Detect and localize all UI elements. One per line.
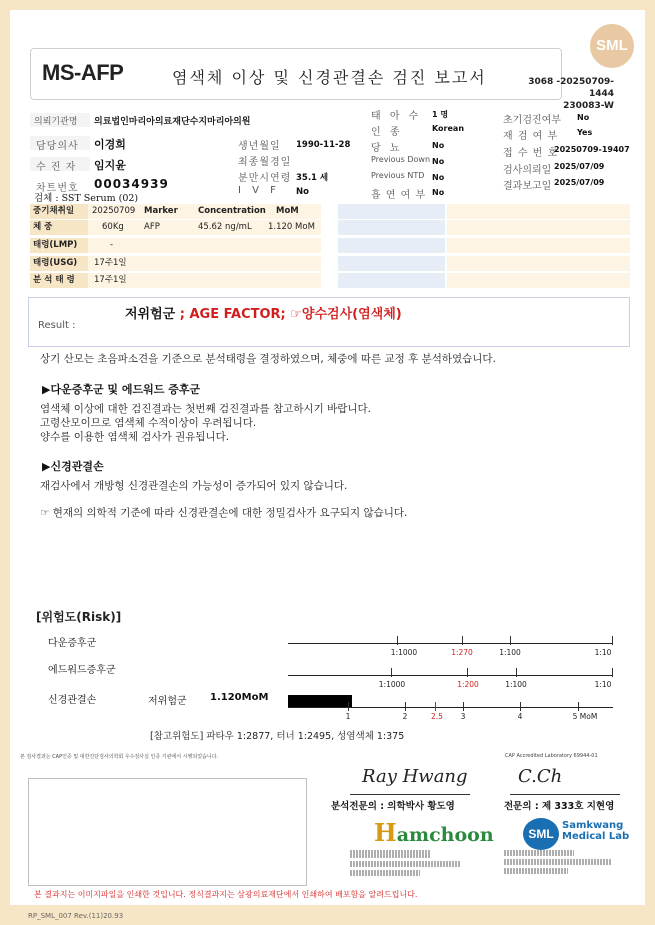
blank-cell xyxy=(338,220,445,235)
sml-lab-logo-icon: SML xyxy=(523,818,559,850)
cap-note: 본 검사결과는 CAP인증 및 대한진단검사의학회 우수검사실 인증 기관에서 시행되었습니다. xyxy=(20,754,219,760)
report-date-label: 결과보고일 xyxy=(503,181,552,192)
sml-logo-icon: SML xyxy=(588,22,636,70)
institution-label: 의뢰기관명 xyxy=(34,117,78,127)
measure-value: 60Kg xyxy=(102,222,124,232)
edwards-tick xyxy=(612,668,613,677)
ntd-tick xyxy=(405,702,406,711)
ntd-risk-text: 저위험군 xyxy=(148,696,187,707)
receipt-label: 접 수 번 호 xyxy=(503,148,559,159)
institution-value: 의료법인마리아의료재단수지마리아의원 xyxy=(94,117,251,127)
request-date-value: 2025/07/09 xyxy=(554,162,605,171)
measure-label: 체 중 xyxy=(30,220,88,235)
down-risk-label: 다운증후군 xyxy=(48,638,97,649)
sml-lab-name xyxy=(562,820,629,842)
comment-box xyxy=(28,778,307,886)
ntd-tick xyxy=(578,702,579,711)
ntd-line1: 재검사에서 개방형 신경관결손의 가능성이 증가되어 있지 않습니다. xyxy=(40,480,348,492)
ntd-tick xyxy=(463,702,464,711)
ntd-tick-label: 2 xyxy=(402,712,408,721)
reference-risk: [참고위험도] 파타우 1:2877, 터너 1:2495, 성염색체 1:375 xyxy=(150,731,405,742)
down-tick-label: 1:100 xyxy=(499,648,521,657)
edwards-tick-label: 1:200 xyxy=(457,680,479,689)
marker-name: AFP xyxy=(144,222,160,232)
fetus-value: 1 명 xyxy=(432,110,449,119)
examinee-label: 수 진 자 xyxy=(36,162,77,173)
down-heading: ▶다운증후군 및 에드워드 증후군 xyxy=(42,383,201,396)
first-test-value: No xyxy=(577,113,590,122)
ntd-line2: ☞ 현재의 의학적 기준에 따라 신경관결손에 대한 정밀검사가 요구되지 않습니다. xyxy=(40,507,408,519)
measure-value: 20250709 xyxy=(92,206,136,216)
specialist-label: 전문의 : 제 333호 지현영 xyxy=(504,801,615,812)
doctor-label: 담당의사 xyxy=(36,141,79,152)
edwards-tick-label: 1:100 xyxy=(505,680,527,689)
specialist-signature: C.Ch xyxy=(518,766,563,787)
form-code: RP_SML_007 Rev.(11)20.93 xyxy=(28,912,124,920)
hamchoon-logo xyxy=(374,818,494,847)
ntd-axis xyxy=(288,707,613,708)
down-tick-label: 1:1000 xyxy=(390,648,418,657)
measure-row-bg xyxy=(88,238,321,253)
race-value: Korean xyxy=(432,124,465,133)
marker-header: Marker xyxy=(144,206,178,216)
request-date-label: 검사의뢰일 xyxy=(503,165,552,176)
intro-text: 상기 산모는 초음파소견을 기준으로 분석태령을 결정하였으며, 체중에 따른 교정 후 분석하였습니다. xyxy=(40,353,496,365)
diabetes-label: 당 뇨 xyxy=(371,143,403,154)
prev-ntd-label: Previous NTD xyxy=(371,171,425,180)
result-label: Result : xyxy=(38,320,76,331)
down-axis xyxy=(288,643,613,644)
down-line2: 고령산모이므로 염색체 수적이상이 우려됩니다. xyxy=(40,417,257,429)
marker-concentration: 45.62 ng/mL xyxy=(198,222,252,232)
specialist-signature-line xyxy=(510,794,620,795)
edwards-risk-label: 에드워드증후군 xyxy=(48,665,116,676)
mom-header: MoM xyxy=(276,206,299,216)
receipt-value: 20250709-19407 xyxy=(554,145,630,154)
hamchoon-logo-h: H xyxy=(374,818,397,847)
age-value: 35.1 세 xyxy=(296,173,329,183)
dob-label: 생년월일 xyxy=(238,141,281,152)
risk-title: [위험도(Risk)] xyxy=(36,610,122,624)
ntd-mom-text: 1.120MoM xyxy=(210,692,269,703)
lmp-label: 최종월경일 xyxy=(238,157,292,168)
report-code xyxy=(518,76,614,112)
analyst-signature: Ray Hwang xyxy=(362,766,468,787)
sml-address xyxy=(504,850,619,874)
ivf-value: No xyxy=(296,187,309,197)
analyst-label: 분석전문의 : 의학박사 황도영 xyxy=(331,801,455,812)
blank-cell xyxy=(447,204,630,219)
report-title: 염색체 이상 및 신경관결손 검진 보고서 xyxy=(172,68,487,87)
first-test-label: 초기검진여부 xyxy=(503,115,561,126)
measure-label: 분 석 태 령 xyxy=(30,273,88,288)
sml-lab-name-line2: Medical Lab xyxy=(562,831,630,842)
down-tick xyxy=(510,636,511,645)
down-tick-label: 1:10 xyxy=(594,648,612,657)
report-code-line2: 230083-W xyxy=(563,101,614,111)
sml-lab-name-line1: Samkwang xyxy=(562,820,624,831)
examinee-value: 임지윤 xyxy=(94,159,126,172)
prev-down-value: No xyxy=(432,157,445,166)
ntd-tick xyxy=(435,702,436,711)
blank-cell xyxy=(447,220,630,235)
blank-cell xyxy=(338,273,445,288)
down-tick-label: 1:270 xyxy=(451,648,473,657)
ntd-tick-label: 1 xyxy=(345,712,351,721)
dob-value: 1990-11-28 xyxy=(296,140,351,150)
report-date-value: 2025/07/09 xyxy=(554,178,605,187)
blank-cell xyxy=(447,238,630,253)
edwards-tick-label: 1:1000 xyxy=(378,680,406,689)
cap-accredited: CAP Accredited Laboratory 69944-01 xyxy=(505,753,598,759)
concentration-header: Concentration xyxy=(198,206,266,216)
ivf-label: I V F xyxy=(238,185,280,196)
blank-cell xyxy=(338,238,445,253)
footer-notice: 본 결과지는 이미지파일을 인쇄한 것입니다. 정식결과지는 삼광의료재단에서 인쇄하여 배포함을 알려드립니다. xyxy=(34,890,418,899)
measure-value: 17주1일 xyxy=(94,275,127,285)
chart-value: 00034939 xyxy=(94,177,169,191)
doctor-value: 이경희 xyxy=(94,138,126,151)
down-line3: 양수를 이용한 염색체 검사가 권유됩니다. xyxy=(40,431,230,443)
retest-value: Yes xyxy=(577,128,593,137)
result-text xyxy=(125,303,402,322)
measure-label: 중기채취일 xyxy=(30,204,88,219)
blank-cell xyxy=(447,273,630,288)
ntd-tick-label: 4 xyxy=(517,712,523,721)
ntd-mom-bar xyxy=(288,695,352,707)
ntd-tick xyxy=(348,702,349,711)
smoking-value: No xyxy=(432,188,445,197)
down-tick xyxy=(462,636,463,645)
down-line1: 염색체 이상에 대한 검진결과는 첫번째 검진결과를 참고하시기 바랍니다. xyxy=(40,403,371,415)
result-prefix: 저위험군 xyxy=(125,307,176,322)
smoking-label: 흡 연 여 부 xyxy=(371,190,427,201)
retest-label: 재 검 여 부 xyxy=(503,131,559,142)
edwards-tick-label: 1:10 xyxy=(594,680,612,689)
hamchoon-logo-text: amchoon xyxy=(396,824,494,846)
measure-value: - xyxy=(110,240,114,250)
fetus-label: 태 아 수 xyxy=(371,111,422,122)
ntd-heading: ▶신경관결손 xyxy=(42,460,104,473)
age-label: 분만시연령 xyxy=(238,173,292,184)
measure-value: 17주1일 xyxy=(94,258,127,268)
chart-label: 차트번호 xyxy=(36,183,79,194)
down-tick xyxy=(612,636,613,645)
report-code-line1: 3068 -20250709-1444 xyxy=(528,77,614,99)
prev-ntd-value: No xyxy=(432,173,445,182)
blank-cell xyxy=(338,204,445,219)
edwards-tick xyxy=(516,668,517,677)
ntd-tick xyxy=(520,702,521,711)
analyst-signature-line xyxy=(350,794,470,795)
ntd-tick-label: 5 MoM xyxy=(572,712,598,721)
diabetes-value: No xyxy=(432,141,445,150)
down-tick xyxy=(397,636,398,645)
ntd-risk-label: 신경관결손 xyxy=(48,695,97,706)
test-name: MS-AFP xyxy=(42,60,124,85)
measure-label: 태령(USG) xyxy=(30,256,88,271)
marker-mom: 1.120 MoM xyxy=(268,222,315,232)
race-label: 인 종 xyxy=(371,127,403,138)
edwards-axis xyxy=(288,675,613,676)
blank-cell xyxy=(338,256,445,271)
result-highlight: ; AGE FACTOR; ☞양수검사(염색체) xyxy=(175,307,402,322)
blank-cell xyxy=(447,256,630,271)
ntd-tick-label: 3 xyxy=(460,712,466,721)
edwards-tick xyxy=(467,668,468,677)
ntd-tick-label: 2.5 xyxy=(431,712,443,721)
specimen: 검체 : SST Serum (02) xyxy=(34,193,139,204)
hamchoon-address xyxy=(350,850,460,876)
measure-label: 태령(LMP) xyxy=(30,238,88,253)
edwards-tick xyxy=(391,668,392,677)
prev-down-label: Previous Down xyxy=(371,155,431,164)
